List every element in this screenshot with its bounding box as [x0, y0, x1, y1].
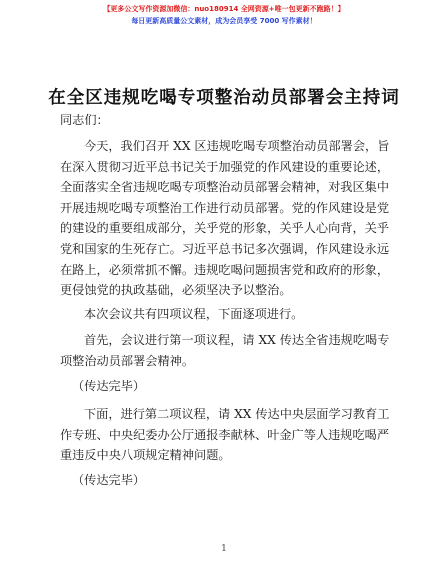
paragraph-line: 本次会议共有四项议程，下面逐项进行。 — [84, 307, 304, 321]
document-title: 在全区违规吃喝专项整治动员部署会主持词 — [48, 88, 400, 108]
promo-banner-line-2: 每日更新高质量公文素材，成为会员享受 7000 写作素材！ — [131, 17, 317, 25]
page-number: 1 — [221, 544, 227, 554]
promo-banner-line-1: 【更多公文写作资源加微信：nuo180914 全网资源+唯一包更新不跑路！】 — [103, 5, 345, 13]
salutation: 同志们： — [60, 113, 109, 127]
paragraph-line: 更侵蚀党的执政基础，必须坚决予以整治。 — [60, 283, 292, 298]
paragraph-4 — [60, 404, 394, 466]
paragraph-line: 重违反中央八项规定精神问题。 — [60, 448, 231, 463]
paragraph-line: 开展违规吃喝专项整治工作进行动员部署。党的作风建设是党 — [60, 200, 390, 215]
paragraph-line: 作专班、中央纪委办公厅通报李献林、叶金广等人违规吃喝严 — [60, 427, 390, 442]
paragraph-1 — [60, 136, 394, 301]
paragraph-2 — [60, 304, 394, 325]
paragraph-line: 全面落实全省违规吃喝专项整治动员部署会精神，对我区集中 — [60, 180, 390, 195]
paragraph-line: 今天，我们召开 XX 区违规吃喝专项整治动员部署会，旨 — [84, 139, 390, 153]
note-transmission-complete-1: （传达完毕） — [72, 379, 146, 393]
paragraph-line: 首先，会议进行第一项议程，请 XX 传达全省违规吃喝专 — [84, 333, 390, 347]
paragraph-line: 在深入贯彻习近平总书记关于加强党的作风建设的重要论述， — [60, 159, 390, 174]
paragraph-3 — [60, 330, 394, 371]
paragraph-line: 项整治动员部署会精神。 — [60, 353, 195, 368]
paragraph-line: 的建设的重要组成部分，关乎党的形象，关乎人心向背，关乎 — [60, 221, 390, 236]
paragraph-line: 下面，进行第二项议程，请 XX 传达中央层面学习教育工 — [84, 407, 390, 421]
paragraph-line: 党和国家的生死存亡。习近平总书记多次强调，作风建设永远 — [60, 241, 390, 256]
paragraph-line: 在路上，必须常抓不懈。违规吃喝问题损害党和政府的形象， — [60, 262, 390, 277]
note-transmission-complete-2: （传达完毕） — [72, 473, 146, 487]
